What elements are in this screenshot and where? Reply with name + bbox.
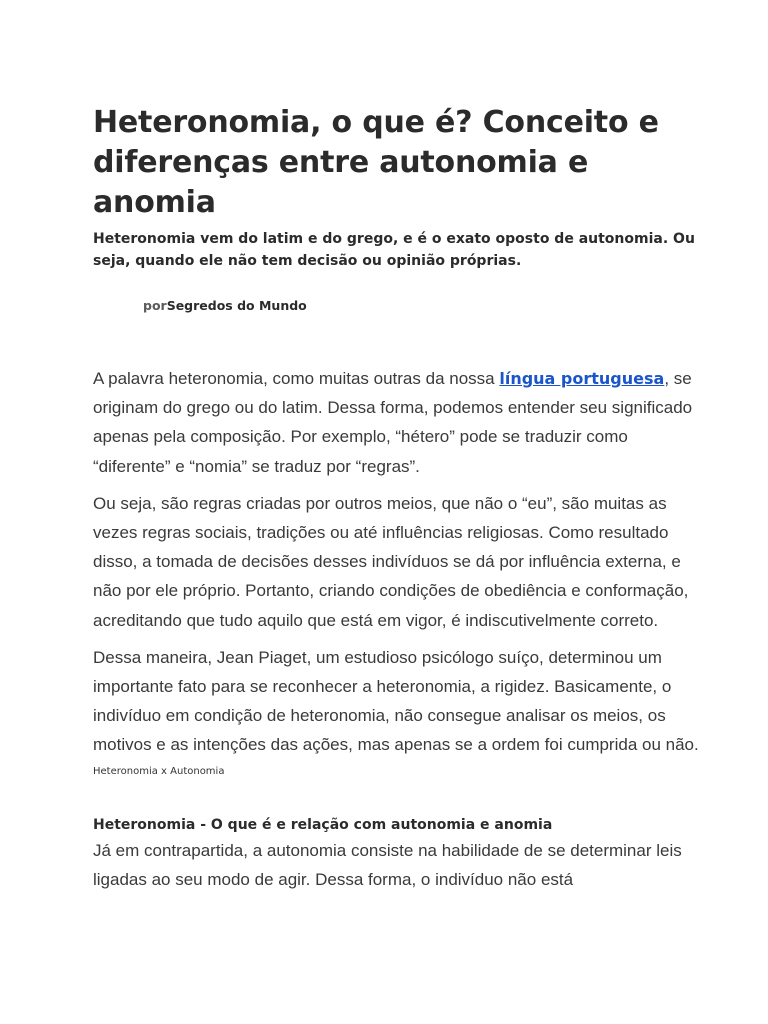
article-subtitle: Heteronomia vem do latim e do grego, e é o exato oposto de autonomia. Ou seja, quando ele não tem decisão ou opinião próprias. xyxy=(93,231,695,269)
paragraph-1-text-start: A palavra heteronomia, como muitas outras da nossa xyxy=(93,369,500,388)
lingua-portuguesa-link[interactable]: língua portuguesa xyxy=(499,369,665,388)
author-name[interactable]: Segredos do Mundo xyxy=(166,298,307,313)
author-byline xyxy=(143,296,705,316)
section-heading: Heteronomia - O que é e relação com autonomia e anomia xyxy=(93,816,553,833)
paragraph-3: Dessa maneira, Jean Piaget, um estudioso psicólogo suíço, determinou um importante fato para se reconhecer a heteronomia, a rigidez. Basicamente, o indivíduo em condição de heteronomia, não consegue analisar os meios, os motivos e as intenções das ações, mas apenas se a ordem foi cumprida ou não. xyxy=(93,647,699,755)
paragraph-1 xyxy=(93,364,705,481)
paragraph-2: Ou seja, são regras criadas por outros meios, que não o “eu”, são muitas as vezes regras sociais, tradições ou até influências religiosas. Como resultado disso, a tomada de decisões desses indivíduos se dá por influência externa, e não por ele próprio. Portanto, criando condições de obediência e conformação, acreditando que tudo aquilo que está em vigor, é indiscutivelmente correto. xyxy=(93,493,689,630)
article xyxy=(93,103,705,894)
author-prefix: por xyxy=(143,298,167,313)
paragraph-1-text-end: , se originam do grego ou do latim. Dessa forma, podemos entender seu significado apenas pela composição. Por exemplo, “hétero” pode se traduzir como “diferente” e “nomia” se traduz por “regras”. xyxy=(93,369,693,476)
paragraph-4: Já em contrapartida, a autonomia consiste na habilidade de se determinar leis ligadas ao seu modo de agir. Dessa forma, o indivíduo não está xyxy=(93,840,682,889)
article-title: Heteronomia, o que é? Conceito e diferenças entre autonomia e anomia xyxy=(93,105,659,220)
image-caption: Heteronomia x Autonomia xyxy=(93,765,225,777)
